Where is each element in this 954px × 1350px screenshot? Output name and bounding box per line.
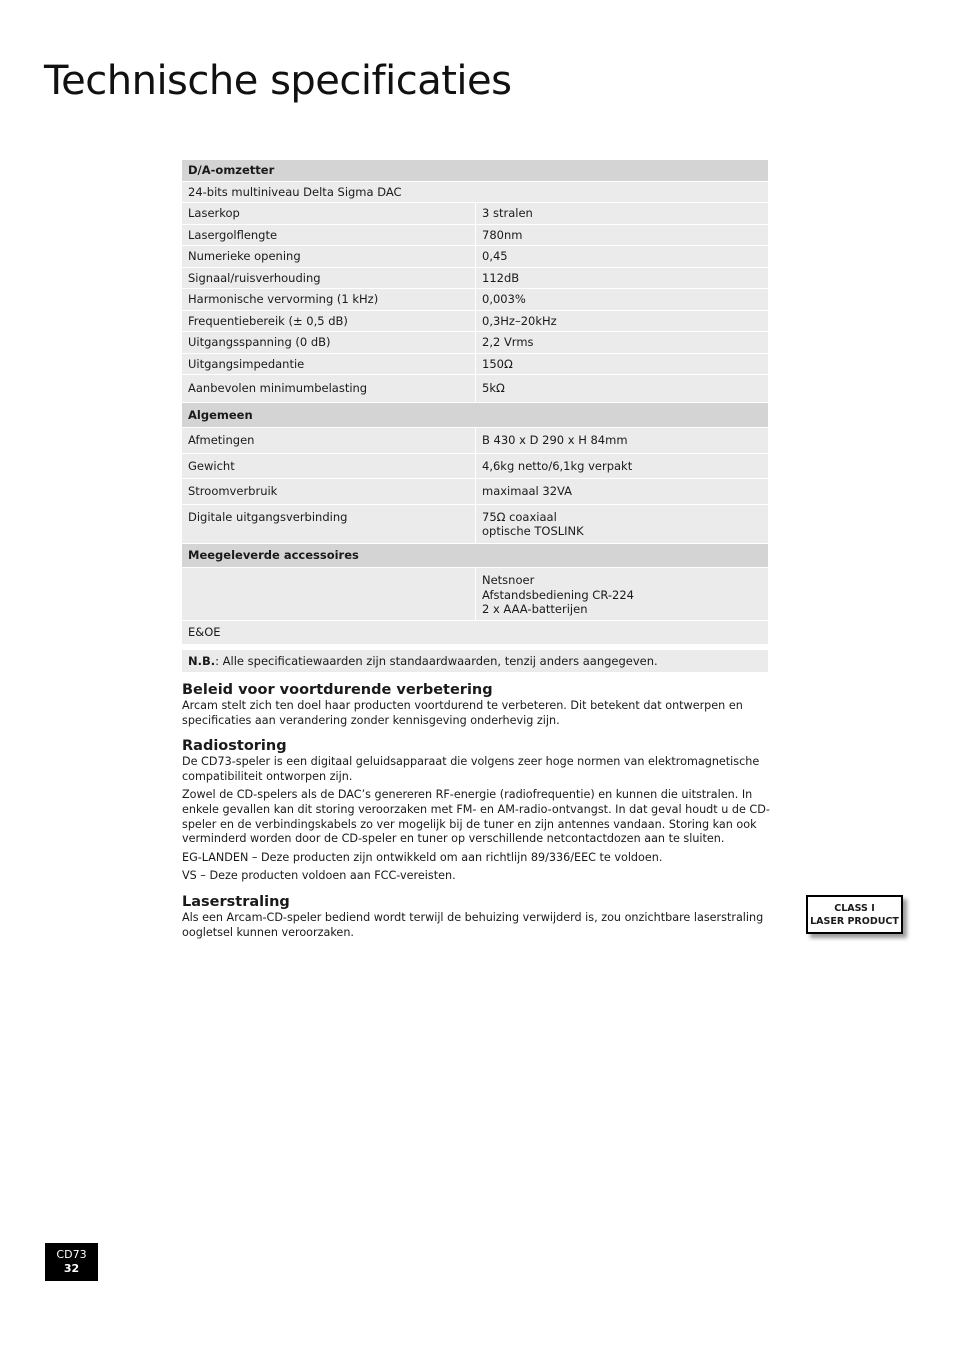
badge-line: CLASS I: [834, 903, 875, 914]
section-radio: [182, 738, 772, 884]
info-sections: [182, 682, 772, 950]
spec-value-line: optische TOSLINK: [482, 524, 584, 538]
note-label: N.B.: [188, 654, 216, 668]
paragraph: Als een Arcam-CD-speler bediend wordt terwijl de behuizing verwijderd is, zou onzichtbare laserstraling oogletsel kunnen veroorzaken.: [182, 910, 764, 939]
table-row: [182, 332, 768, 354]
table-row: [182, 289, 768, 311]
spec-value: maximaal 32VA: [476, 479, 769, 505]
spec-label: Numerieke opening: [182, 246, 476, 268]
table-row: [182, 479, 768, 505]
table-row: [182, 504, 768, 543]
spec-value: 150Ω: [476, 353, 769, 375]
section-header-da: [182, 160, 768, 181]
paragraph: VS – Deze producten voldoen aan FCC-vereisten.: [182, 869, 456, 883]
paragraph: De CD73-speler is een digitaal geluidsapparaat die volgens zeer hoge normen van elektromagnetische compatibiliteit ontworpen zijn.: [182, 755, 760, 783]
section-header-label: Meegeleverde accessoires: [182, 543, 768, 568]
spec-value: [476, 504, 769, 543]
table-row: [182, 203, 768, 225]
table-row: [182, 375, 768, 403]
spec-value: 0,3Hz–20kHz: [476, 310, 769, 332]
table-row: [182, 353, 768, 375]
spec-label: Laserkop: [182, 203, 476, 225]
spec-label: Signaal/ruisverhouding: [182, 267, 476, 289]
spec-value: 112dB: [476, 267, 769, 289]
spec-value-line: 75Ω coaxiaal: [482, 509, 557, 524]
spec-label: Uitgangsimpedantie: [182, 353, 476, 375]
section-header-label: Algemeen: [182, 402, 768, 428]
footer-model: CD73: [56, 1248, 87, 1261]
spec-label: Aanbevolen minimumbelasting: [182, 375, 476, 403]
spec-value: 3 stralen: [476, 203, 769, 225]
section-header-accessories: [182, 543, 768, 568]
table-row: [182, 224, 768, 246]
spec-label: Stroomverbruik: [182, 479, 476, 505]
accessories-list: [476, 568, 769, 621]
section-heading: Radiostoring: [182, 738, 287, 755]
spec-value: 780nm: [476, 224, 769, 246]
spec-table: [182, 160, 768, 645]
badge-line: LASER PRODUCT: [810, 916, 899, 927]
spec-label: Digitale uitgangsverbinding: [182, 504, 476, 543]
note-text: : Alle specificatiewaarden zijn standaardwaarden, tenzij anders aangegeven.: [215, 654, 658, 668]
paragraph: Arcam stelt zich ten doel haar producten voortdurend te verbeteren. Dit betekent dat ontwerpen en specificaties aan verandering zonder kennisgeving onderhevig zijn.: [182, 699, 743, 727]
table-row: [182, 267, 768, 289]
section-laser: [182, 894, 772, 940]
spec-label: Harmonische vervorming (1 kHz): [182, 289, 476, 311]
page-number: 32: [63, 1262, 80, 1275]
accessory-item: Afstandsbediening CR-224: [482, 587, 634, 602]
accessory-item: Netsnoer: [482, 573, 535, 587]
section-policy: [182, 682, 772, 728]
spec-value: B 430 x D 290 x H 84mm: [476, 428, 769, 454]
paragraph: EG-LANDEN – Deze producten zijn ontwikkeld om aan richtlijn 89/336/EEC te voldoen.: [182, 850, 663, 864]
page-footer: [45, 1243, 98, 1281]
section-header-general: [182, 402, 768, 428]
table-row: [182, 428, 768, 454]
note-box: [182, 650, 768, 672]
spec-label: Afmetingen: [182, 428, 476, 454]
table-row: [182, 310, 768, 332]
table-row: [182, 246, 768, 268]
laser-class-badge: [806, 895, 903, 934]
table-row: [182, 453, 768, 479]
spec-label-empty: [182, 568, 476, 621]
spec-value: 0,45: [476, 246, 769, 268]
spec-label: Lasergolflengte: [182, 224, 476, 246]
spec-label: Gewicht: [182, 453, 476, 479]
spec-label: Frequentiebereik (± 0,5 dB): [182, 310, 476, 332]
table-row: [182, 620, 768, 645]
dac-description: 24-bits multiniveau Delta Sigma DAC: [182, 181, 768, 203]
section-header-label: D/A-omzetter: [182, 160, 768, 181]
spec-value: 2,2 Vrms: [476, 332, 769, 354]
spec-value: 5kΩ: [476, 375, 769, 403]
table-row: [182, 568, 768, 621]
spec-value: 4,6kg netto/6,1kg verpakt: [476, 453, 769, 479]
accessory-item: 2 x AAA-batterijen: [482, 602, 588, 616]
section-heading: Beleid voor voortdurende verbetering: [182, 682, 493, 698]
spec-label: Uitgangsspanning (0 dB): [182, 332, 476, 354]
table-row: [182, 181, 768, 203]
eoe-note: E&OE: [182, 620, 768, 645]
section-heading: Laserstraling: [182, 893, 290, 910]
paragraph: Zowel de CD-spelers als de DAC’s genereren RF-energie (radiofrequentie) en kunnen die uitstralen. In enkele gevallen kan dit storing veroorzaken met FM- en AM-radio-ontvangst. In dat geval houdt u de CD-speler en de verbindingskabels zo ver mogelijk bij de tuner en zijn antennes vandaan. Storing kan ook verminderd worden door de CD-speler en tuner op verschillende netcontactdozen aan te sluiten.: [182, 788, 770, 846]
page-title: Technische specificaties: [44, 58, 512, 104]
spec-value: 0,003%: [476, 289, 769, 311]
